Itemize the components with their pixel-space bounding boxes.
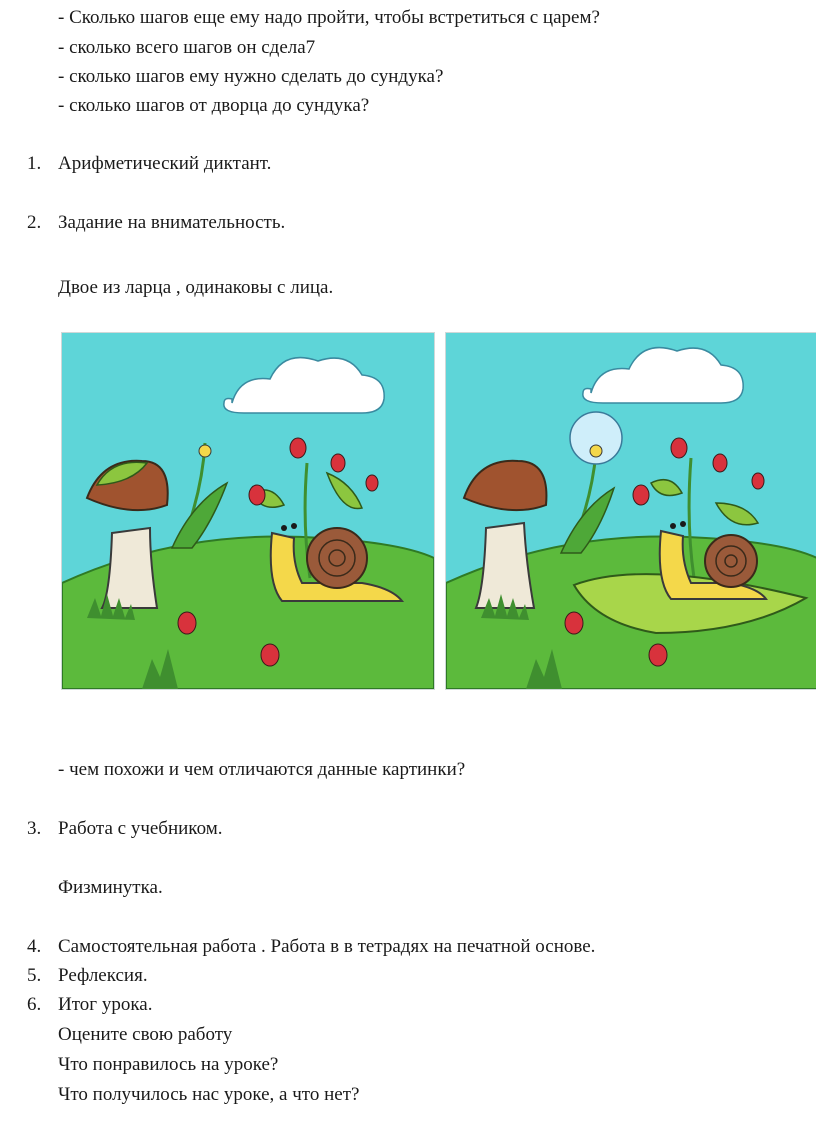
item-lesson-summary: Итог урока. [58, 994, 153, 1015]
compare-question: - чем похожи и чем отличаются данные картинки? [58, 759, 466, 780]
item-number: 1. [27, 153, 42, 174]
item-number: 2. [27, 212, 42, 233]
question-steps-to-chest: - сколько шагов ему нужно сделать до сундука? [58, 66, 444, 87]
question-total-steps: - сколько всего шагов он сдела7 [58, 37, 316, 58]
item-independent-work: Самостоятельная работа . Работа в в тетрадях на печатной основе. [58, 936, 596, 957]
summary-line: Оцените свою работу [58, 1024, 233, 1045]
item-number: 3. [27, 818, 42, 839]
item-textbook-work: Работа с учебником. [58, 818, 223, 839]
summary-line: Что получилось нас уроке, а что нет? [58, 1084, 360, 1105]
item-reflection: Рефлексия. [58, 965, 148, 986]
item-number: 5. [27, 965, 42, 986]
question-palace-to-chest: - сколько шагов от дворца до сундука? [58, 95, 370, 116]
task2-subtitle: Двое из ларца , одинаковы с лица. [58, 277, 334, 298]
item-number: 6. [27, 994, 42, 1015]
spot-difference-left-picture [61, 332, 435, 690]
fizminutka-label: Физминутка. [58, 877, 163, 898]
item-arithmetic-dictation: Арифметический диктант. [58, 153, 272, 174]
item-number: 4. [27, 936, 42, 957]
question-steps-to-tsar: - Сколько шагов еще ему надо пройти, чтобы встретиться с царем? [58, 7, 600, 28]
summary-line: Что понравилось на уроке? [58, 1054, 279, 1075]
spot-difference-right-picture [445, 332, 816, 690]
item-attention-task: Задание на внимательность. [58, 212, 286, 233]
